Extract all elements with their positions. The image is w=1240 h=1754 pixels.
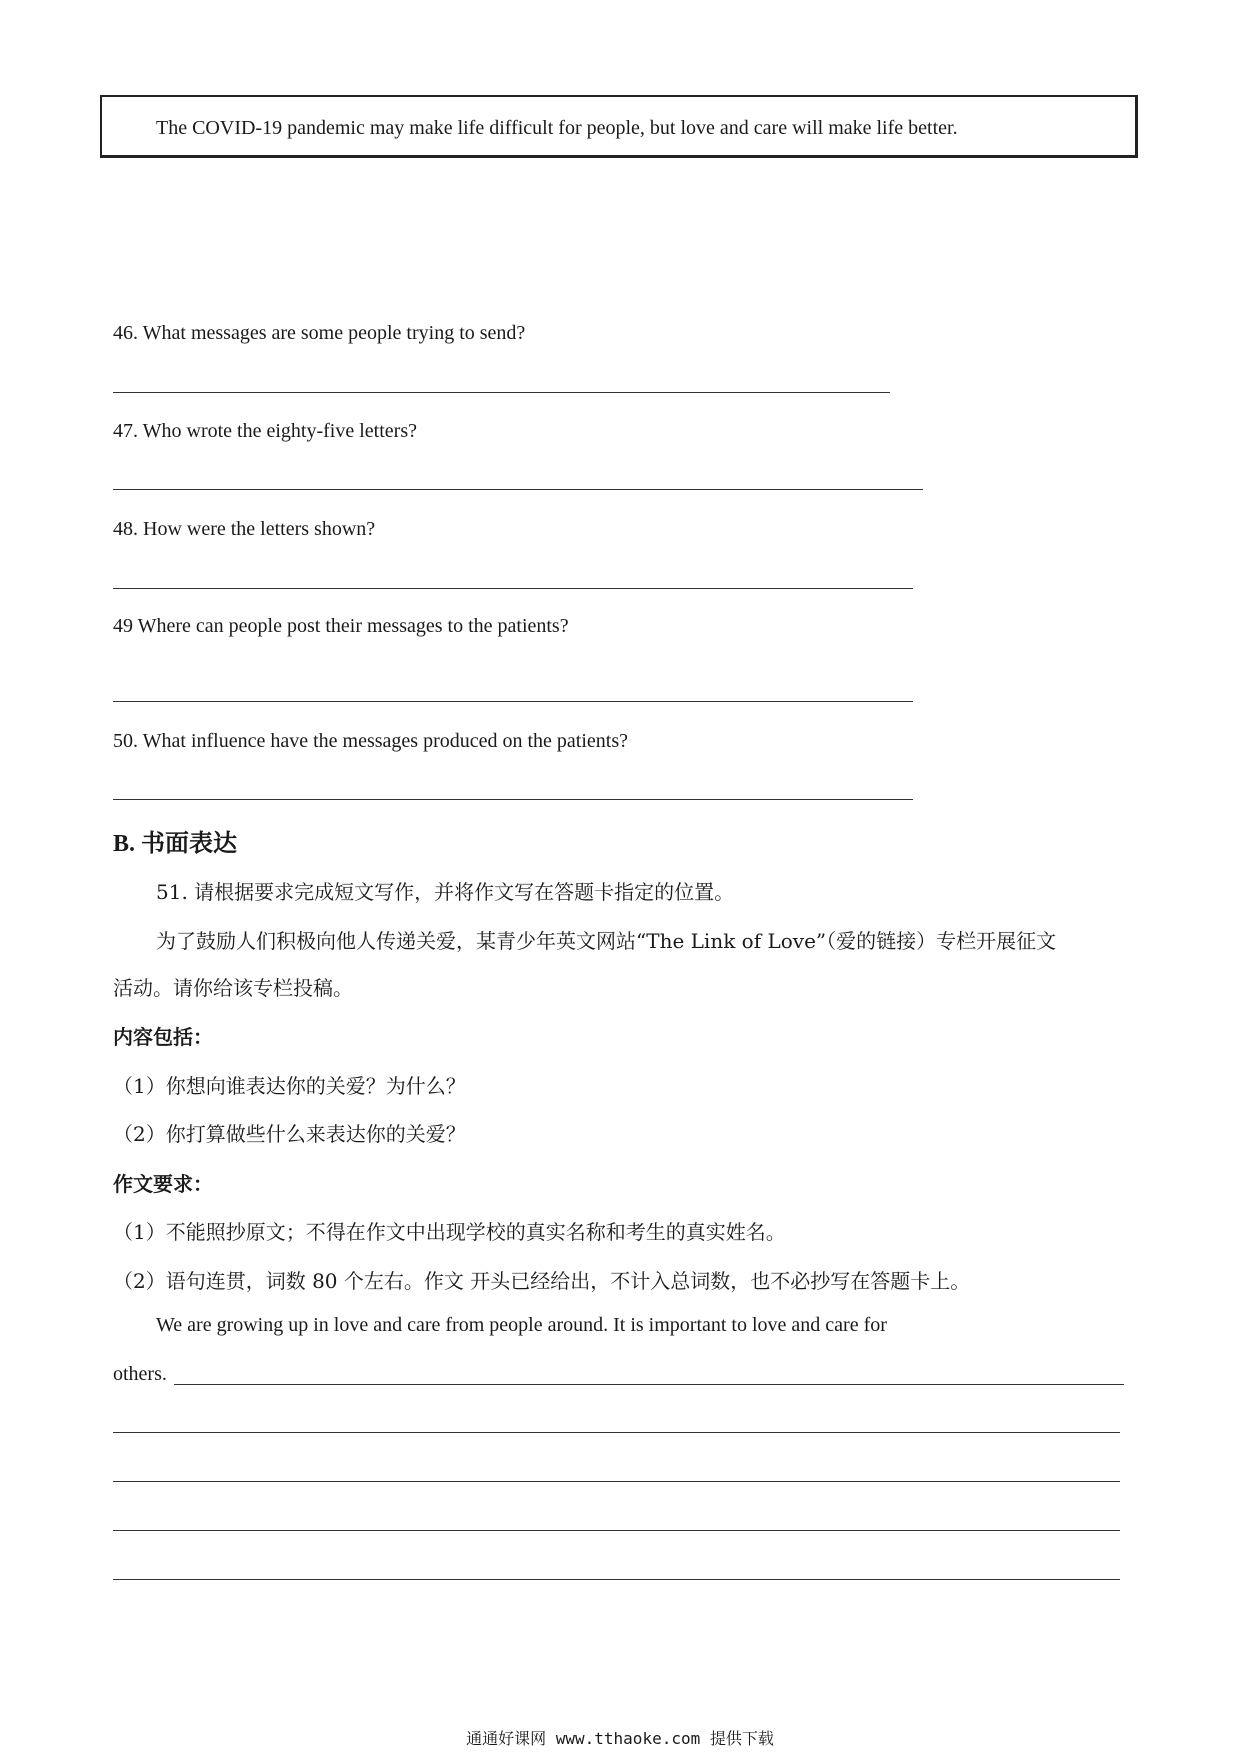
answer-line-50[interactable] [113,799,913,800]
quote-box [100,95,1138,158]
answer-line-47[interactable] [113,489,923,490]
starter-line-2: others. [113,1363,167,1385]
answer-line-48[interactable] [113,588,913,589]
question-46: 46. What messages are some people trying to send? [113,322,526,344]
footer-text: 通通好课网 www.tthaoke.com 提供下载 [466,1729,774,1748]
writing-prompt-line-1: 为了鼓励人们积极向他人传递关爱，某青少年英文网站“The Link of Love”（爱的链接）专栏开展征文 [156,929,1057,953]
question-47: 47. Who wrote the eighty-five letters? [113,420,417,442]
content-item-2: （2）你打算做些什么来表达你的关爱？ [113,1122,466,1146]
question-49: 49 Where can people post their messages to the patients? [113,615,569,637]
writing-line-4[interactable] [113,1530,1120,1531]
requirements-heading: 作文要求： [113,1172,213,1196]
answer-line-49[interactable] [113,701,913,702]
question-48: 48. How were the letters shown? [113,518,376,540]
writing-line-5[interactable] [113,1579,1120,1580]
answer-line-46[interactable] [113,392,890,393]
writing-line-3[interactable] [113,1481,1120,1482]
question-50: 50. What influence have the messages produced on the patients? [113,730,629,752]
content-item-1: （1）你想向谁表达你的关爱？为什么？ [113,1074,466,1098]
writing-instruction: 51. 请根据要求完成短文写作，并将作文写在答题卡指定的位置。 [156,880,735,904]
requirement-item-1: （1）不能照抄原文；不得在作文中出现学校的真实名称和考生的真实姓名。 [113,1220,786,1244]
writing-line-2[interactable] [113,1432,1120,1433]
section-title: B. 书面表达 [113,831,238,857]
quote-text: The COVID-19 pandemic may make life difficult for people, but love and care will make life better. [156,117,958,139]
writing-prompt-line-2: 活动。请你给该专栏投稿。 [113,976,353,1000]
requirement-item-2: （2）语句连贯，词数 80 个左右。作文 开头已经给出，不计入总词数，也不必抄写在答题卡上。 [113,1269,971,1293]
starter-line-1: We are growing up in love and care from people around. It is important to love and care for [156,1314,887,1336]
writing-line-1[interactable] [174,1384,1124,1385]
content-heading: 内容包括： [113,1025,213,1049]
